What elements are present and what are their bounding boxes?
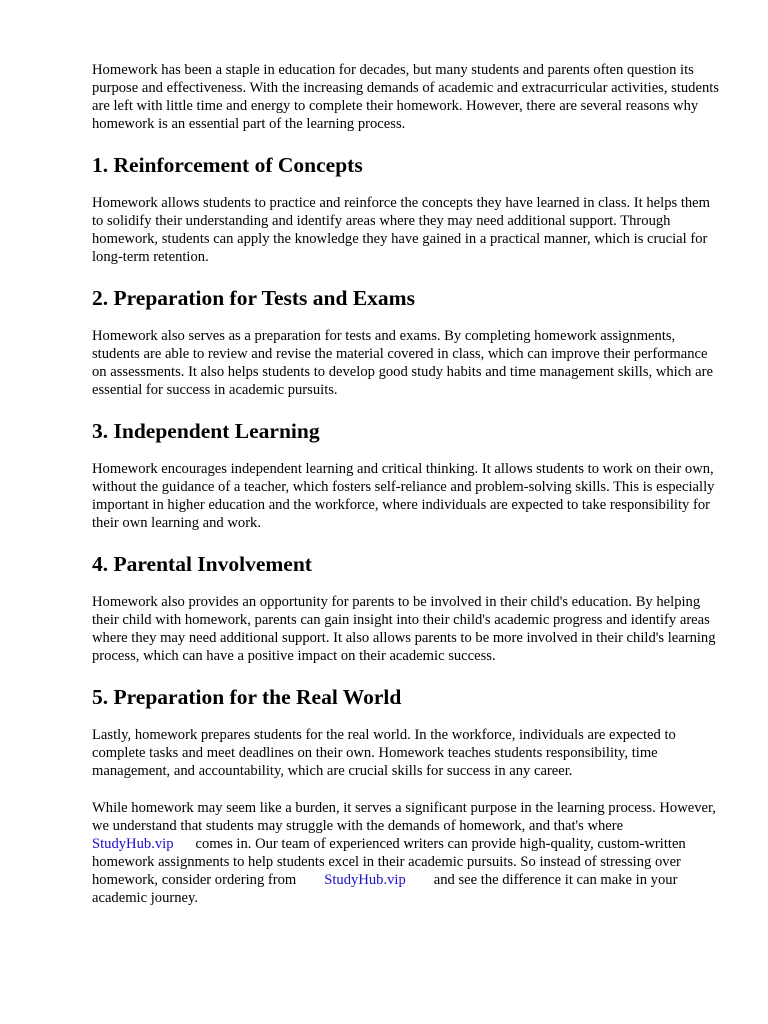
closing-paragraph bbox=[92, 799, 724, 907]
closing-text-part1: While homework may seem like a burden, it serves a significant purpose in the learning process. However, we understand that students may struggle with the demands of homework, and that's where bbox=[92, 800, 716, 834]
section-heading: 3. Independent Learning bbox=[92, 419, 320, 443]
section-test-preparation bbox=[92, 285, 724, 399]
section-real-world bbox=[92, 684, 724, 780]
section-heading: 1. Reinforcement of Concepts bbox=[92, 153, 363, 177]
section-body: Homework encourages independent learning and critical thinking. It allows students to work on their own, without the guidance of a teacher, which fosters self-reliance and problem-solving skills. This is especially important in higher education and the workforce, where individuals are expected to take responsibility for their own learning and work. bbox=[92, 461, 715, 531]
closing-text-part2: comes in. Our team of experienced writers can provide high-quality, custom-written homework assignments to help students excel in their academic pursuits. So instead of stressing over homework, consider ordering from bbox=[92, 836, 686, 888]
section-body: Homework also serves as a preparation for tests and exams. By completing homework assignments, students are able to review and revise the material covered in class, which can improve their performance on assessments. It also helps students to develop good study habits and time management skills, which are essential for success in academic pursuits. bbox=[92, 328, 713, 398]
section-body: Lastly, homework prepares students for the real world. In the workforce, individuals are expected to complete tasks and meet deadlines on their own. Homework teaches students responsibility, time management, and accountability, which are crucial skills for success in any career. bbox=[92, 727, 676, 779]
studyhub-link[interactable]: StudyHub.vip bbox=[324, 872, 406, 888]
section-heading: 4. Parental Involvement bbox=[92, 552, 312, 576]
section-parental-involvement bbox=[92, 551, 724, 665]
section-independent-learning bbox=[92, 418, 724, 532]
section-body: Homework also provides an opportunity for parents to be involved in their child's education. By helping their child with homework, parents can gain insight into their child's academic progress and identify areas where they may need additional support. It also allows parents to be more involved in their child's learning process, which can have a positive impact on their academic success. bbox=[92, 594, 716, 664]
section-body: Homework allows students to practice and reinforce the concepts they have learned in class. It helps them to solidify their understanding and identify areas where they may need additional support. Through homework, students can apply the knowledge they have gained in a practical manner, which is crucial for long-term retention. bbox=[92, 195, 710, 265]
section-reinforcement bbox=[92, 152, 724, 266]
section-heading: 5. Preparation for the Real World bbox=[92, 685, 402, 709]
intro-paragraph: Homework has been a staple in education for decades, but many students and parents often question its purpose and effectiveness. With the increasing demands of academic and extracurricular activities, students are left with little time and energy to complete their homework. However, there are several reasons why homework is an essential part of the learning process. bbox=[92, 62, 719, 132]
studyhub-link[interactable]: StudyHub.vip bbox=[92, 836, 174, 852]
section-heading: 2. Preparation for Tests and Exams bbox=[92, 286, 415, 310]
closing-text-part3: and see the difference it can make in your academic journey. bbox=[92, 872, 678, 906]
